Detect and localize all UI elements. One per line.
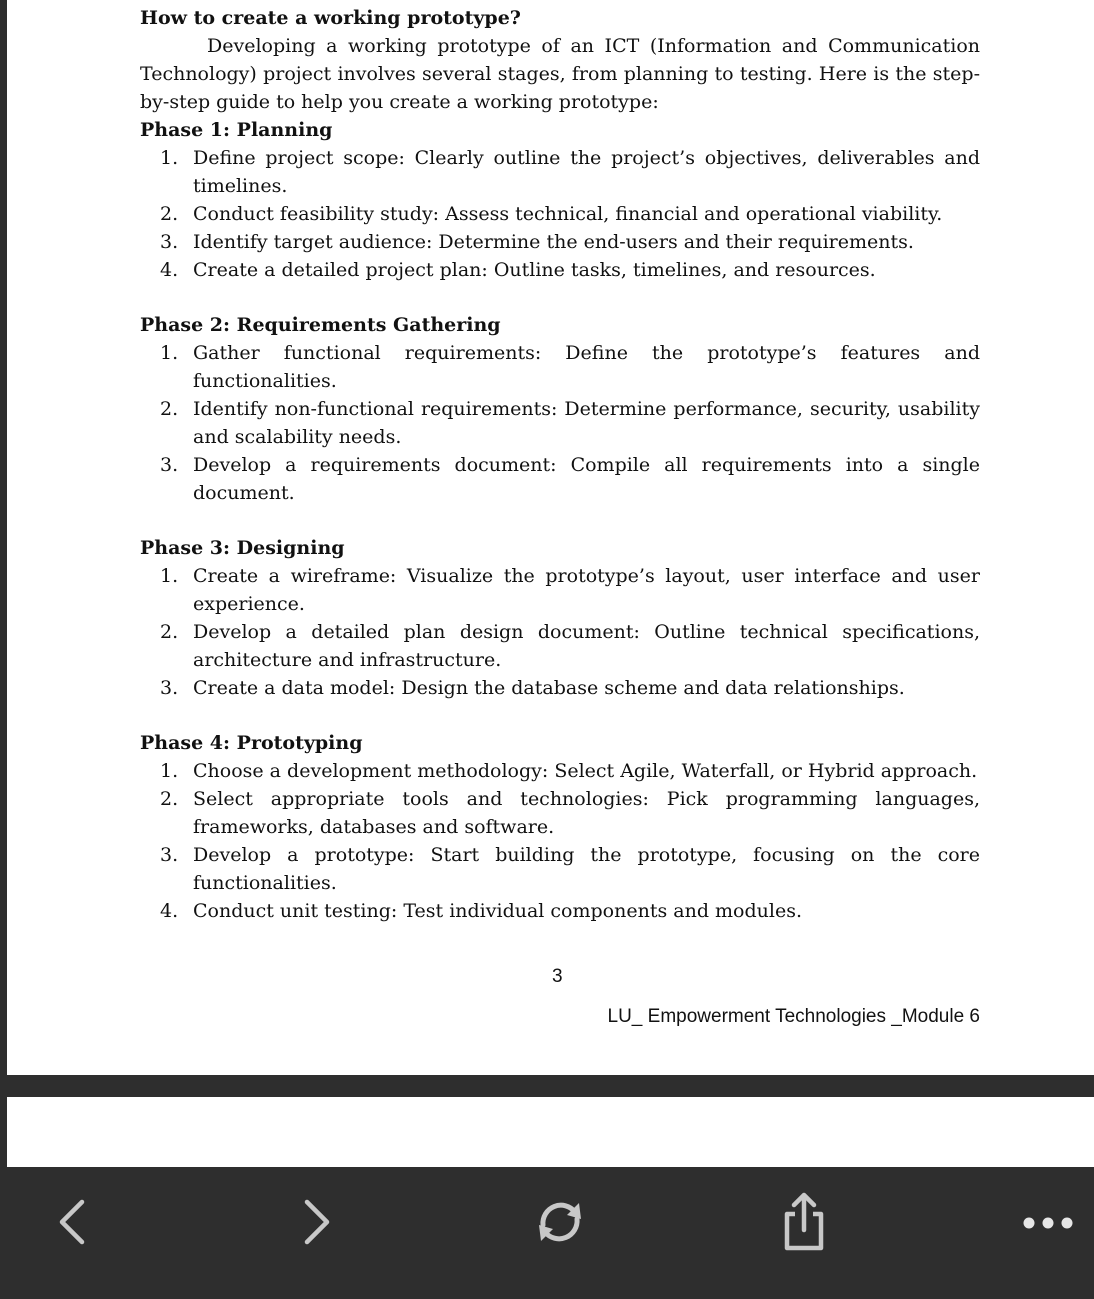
phase-2 <box>140 311 980 507</box>
item-number: 4. <box>160 900 179 922</box>
forward-button[interactable] <box>288 1194 348 1254</box>
item-text: Conduct feasibility study: Assess technical, financial and operational viability. <box>193 203 943 225</box>
list-item <box>140 841 980 897</box>
item-number: 1. <box>160 565 179 587</box>
list-item <box>140 757 980 785</box>
document-content <box>140 4 980 925</box>
share-icon <box>779 1192 829 1256</box>
item-number: 1. <box>160 147 179 169</box>
list-item <box>140 256 980 284</box>
item-text: Select appropriate tools and technologies: Pick programming languages, frameworks, databases and software. <box>193 788 980 838</box>
item-number: 1. <box>160 342 179 364</box>
list-item <box>140 228 980 256</box>
more-button[interactable] <box>1018 1194 1078 1254</box>
phase-3-list <box>140 562 980 702</box>
item-text: Identify target audience: Determine the end-users and their requirements. <box>193 231 914 253</box>
item-text: Identify non-functional requirements: Determine performance, security, usability and scalability needs. <box>193 398 980 448</box>
list-item <box>140 200 980 228</box>
phase-title: Phase 2: Requirements Gathering <box>140 314 501 336</box>
phase-4 <box>140 729 980 925</box>
item-text: Develop a detailed plan design document: Outline technical specifications, architecture and infrastructure. <box>193 621 980 671</box>
list-item <box>140 785 980 841</box>
more-icon <box>1022 1215 1074 1234</box>
item-text: Conduct unit testing: Test individual components and modules. <box>193 900 802 922</box>
list-item <box>140 674 980 702</box>
item-text: Create a wireframe: Visualize the prototype’s layout, user interface and user experience. <box>193 565 980 615</box>
item-number: 2. <box>160 203 179 225</box>
refresh-icon <box>531 1195 589 1253</box>
item-number: 2. <box>160 788 179 810</box>
page-footer: LU_ Empowerment Technologies _Module 6 <box>607 1006 980 1027</box>
phase-title: Phase 3: Designing <box>140 537 345 559</box>
phase-title: Phase 1: Planning <box>140 119 333 141</box>
share-button[interactable] <box>774 1194 834 1254</box>
next-page-top <box>7 1097 1094 1167</box>
item-number: 3. <box>160 677 179 699</box>
list-item <box>140 451 980 507</box>
item-text: Define project scope: Clearly outline the project’s objectives, deliverables and timelines. <box>193 147 980 197</box>
item-number: 2. <box>160 621 179 643</box>
item-text: Choose a development methodology: Select Agile, Waterfall, or Hybrid approach. <box>193 760 978 782</box>
list-item <box>140 562 980 618</box>
phase-1-list <box>140 144 980 284</box>
phase-2-list <box>140 339 980 507</box>
list-item <box>140 897 980 925</box>
document-title: How to create a working prototype? <box>140 7 521 29</box>
intro-paragraph: Developing a working prototype of an ICT (Information and Communication Technology) project involves several stages, from planning to testing. Here is the step-by-step guide to help you create a working prototype: <box>140 35 980 113</box>
item-number: 3. <box>160 231 179 253</box>
phase-4-list <box>140 757 980 925</box>
page-number: 3 <box>552 966 563 987</box>
item-number: 3. <box>160 844 179 866</box>
item-text: Develop a requirements document: Compile all requirements into a single document. <box>193 454 980 504</box>
phase-3 <box>140 534 980 702</box>
chevron-left-icon <box>54 1198 88 1250</box>
chevron-right-icon <box>301 1198 335 1250</box>
item-number: 3. <box>160 454 179 476</box>
list-item <box>140 339 980 395</box>
item-number: 4. <box>160 259 179 281</box>
list-item <box>140 395 980 451</box>
list-item <box>140 144 980 200</box>
list-item <box>140 618 980 674</box>
phase-1 <box>140 116 980 284</box>
document-page <box>7 0 1094 1075</box>
item-text: Develop a prototype: Start building the prototype, focusing on the core functionalities. <box>193 844 980 894</box>
phase-title: Phase 4: Prototyping <box>140 732 363 754</box>
item-text: Create a data model: Design the database scheme and data relationships. <box>193 677 905 699</box>
item-text: Gather functional requirements: Define the prototype’s features and functionalities. <box>193 342 980 392</box>
item-number: 1. <box>160 760 179 782</box>
item-number: 2. <box>160 398 179 420</box>
bottom-toolbar <box>0 1167 1094 1299</box>
refresh-button[interactable] <box>530 1194 590 1254</box>
item-text: Create a detailed project plan: Outline tasks, timelines, and resources. <box>193 259 876 281</box>
back-button[interactable] <box>41 1194 101 1254</box>
